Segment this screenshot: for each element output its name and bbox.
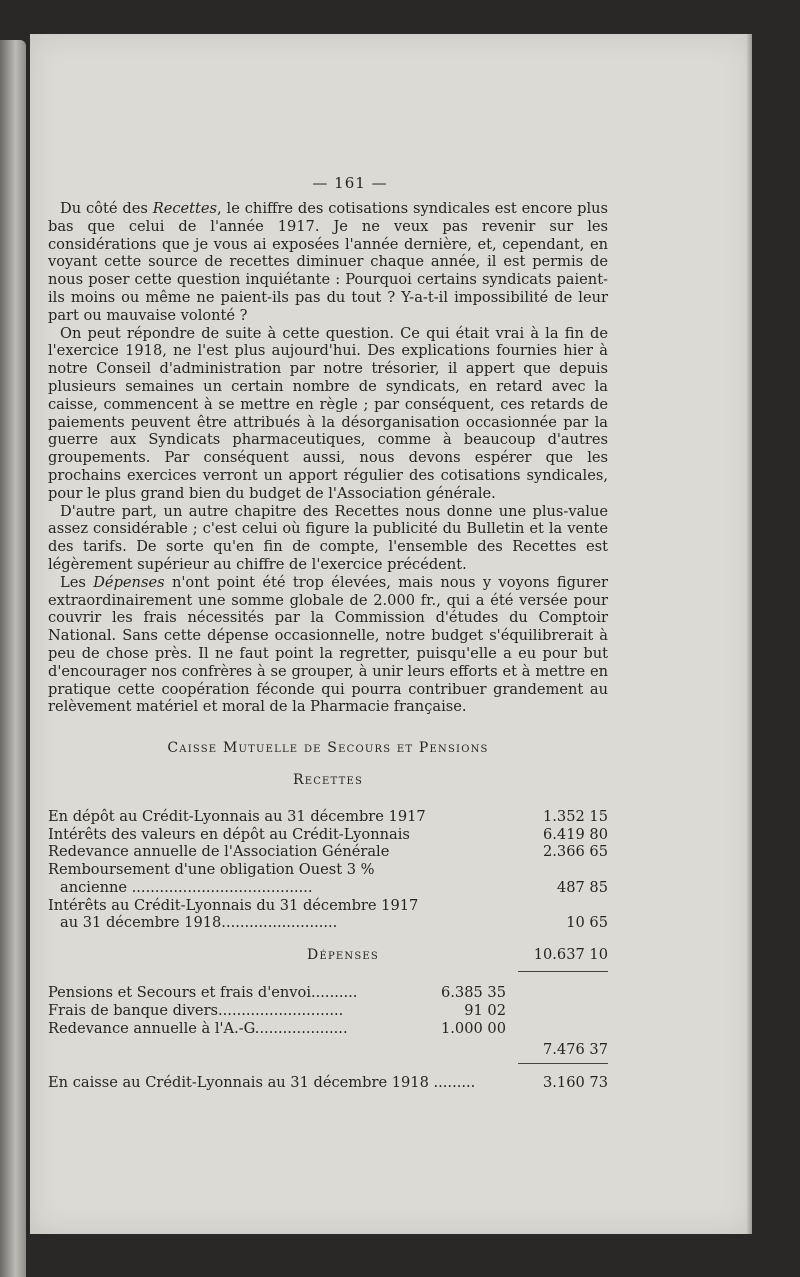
recettes-row: Intérêts au Crédit-Lyonnais du 31 décembre 1917	[48, 896, 419, 914]
depenses-heading-row	[48, 946, 608, 965]
total-rule	[518, 971, 608, 972]
recettes-row: Remboursement d'une obligation Ouest 3 %	[48, 861, 375, 879]
recettes-row: Redevance annuelle de l'Association Générale 2.366 65	[48, 843, 608, 861]
en-caisse-label: En caisse au Crédit-Lyonnais au 31 décembre 1918 .........	[48, 1074, 476, 1092]
recettes-table	[48, 808, 608, 933]
paragraph-1: Du côté des Recettes, le chiffre des cotisations syndicales est encore plus bas que celui de l'année 1917. Je ne veux pas revenir sur les considérations que je vous ai exposées l'année dernière, et, cependant, en voyant cette source de recettes diminuer chaque année, il est permis de nous poser cette question inquiétante : Pourquoi certains syndicats paient-ils moins ou même ne paient-ils pas du tout ? Y-a-t-il impossibilité de leur part ou mauvaise volonté ?	[48, 200, 608, 324]
recettes-row: ancienne ....................................... 487 85	[60, 878, 608, 896]
en-caisse-row	[48, 1074, 608, 1092]
caisse-title: Caisse Mutuelle de Secours et Pensions	[167, 740, 489, 757]
recettes-total: 10.637 10	[533, 946, 608, 964]
recettes-row: En dépôt au Crédit-Lyonnais au 31 décembre 1917 1.352 15	[48, 807, 608, 825]
depenses-title: Dépenses	[307, 947, 379, 964]
paragraph-4: Les Dépenses n'ont point été trop élevées, mais nous y voyons figurer extraordinairement une somme globale de 2.000 fr., qui a été versée pour couvrir les frais nécessités par la Commission d'études du Comptoir National. Sans cette dépense occasionnelle, notre budget s'équilibrerait à peu de chose près. Il ne faut point la regretter, puisqu'elle a eu pour but d'encourager nos confrères à se grouper, à unir leurs efforts et à mettre en pratique cette coopération féconde qui pourra contribuer grandement au relèvement matériel et moral de la Pharmacie française.	[48, 573, 608, 716]
depenses-table	[48, 984, 608, 1037]
depenses-row: Pensions et Secours et frais d'envoi.......... 6.385 35	[48, 984, 506, 1002]
paragraph-2: On peut répondre de suite à cette question. Ce qui était vrai à la fin de l'exercice 1918, ne l'est plus aujourd'hui. Des explications fournies hier à notre Conseil d'administration par notre trésorier, il appert que depuis plusieurs semaines un certain nombre de syndicats, en retard avec la caisse, commencent à se mettre en règle ; par conséquent, ces retards de paiements peuvent être attribués à la désorganisation occasionnée par la guerre aux Syndicats pharmaceutiques, comme à beaucoup d'autres groupements. Par conséquent aussi, nous devons espérer que les prochains exercices verront un apport régulier des cotisations syndicales, pour le plus grand bien du budget de l'Association générale.	[48, 324, 608, 502]
depenses-row: Redevance annuelle à l'A.-G.................... 1.000 00	[48, 1019, 506, 1037]
page-number: — 161 —	[312, 174, 388, 192]
paragraph-3: D'autre part, un autre chapitre des Recettes nous donne une plus-value assez considérable ; c'est celui où figure la publicité du Bulletin et la vente des tarifs. De sorte qu'en fin de compte, l'ensemble des Recettes est légèrement supérieur au chiffre de l'exercice précédent.	[48, 502, 608, 573]
total-rule	[518, 1063, 608, 1064]
page-edge-shadow	[746, 34, 752, 1234]
recettes-row: au 31 décembre 1918......................... 10 65	[60, 914, 608, 932]
page-content	[48, 200, 608, 1092]
depenses-total-row	[48, 1041, 608, 1059]
recettes-title: Recettes	[292, 771, 364, 788]
previous-page-edge	[0, 40, 26, 1277]
en-caisse-amount: 3.160 73	[543, 1074, 608, 1092]
depenses-total: 7.476 37	[543, 1041, 608, 1059]
recettes-row: Intérêts des valeurs en dépôt au Crédit-Lyonnais 6.419 80	[48, 825, 608, 843]
depenses-row: Frais de banque divers........................... 91 02	[48, 1001, 506, 1019]
